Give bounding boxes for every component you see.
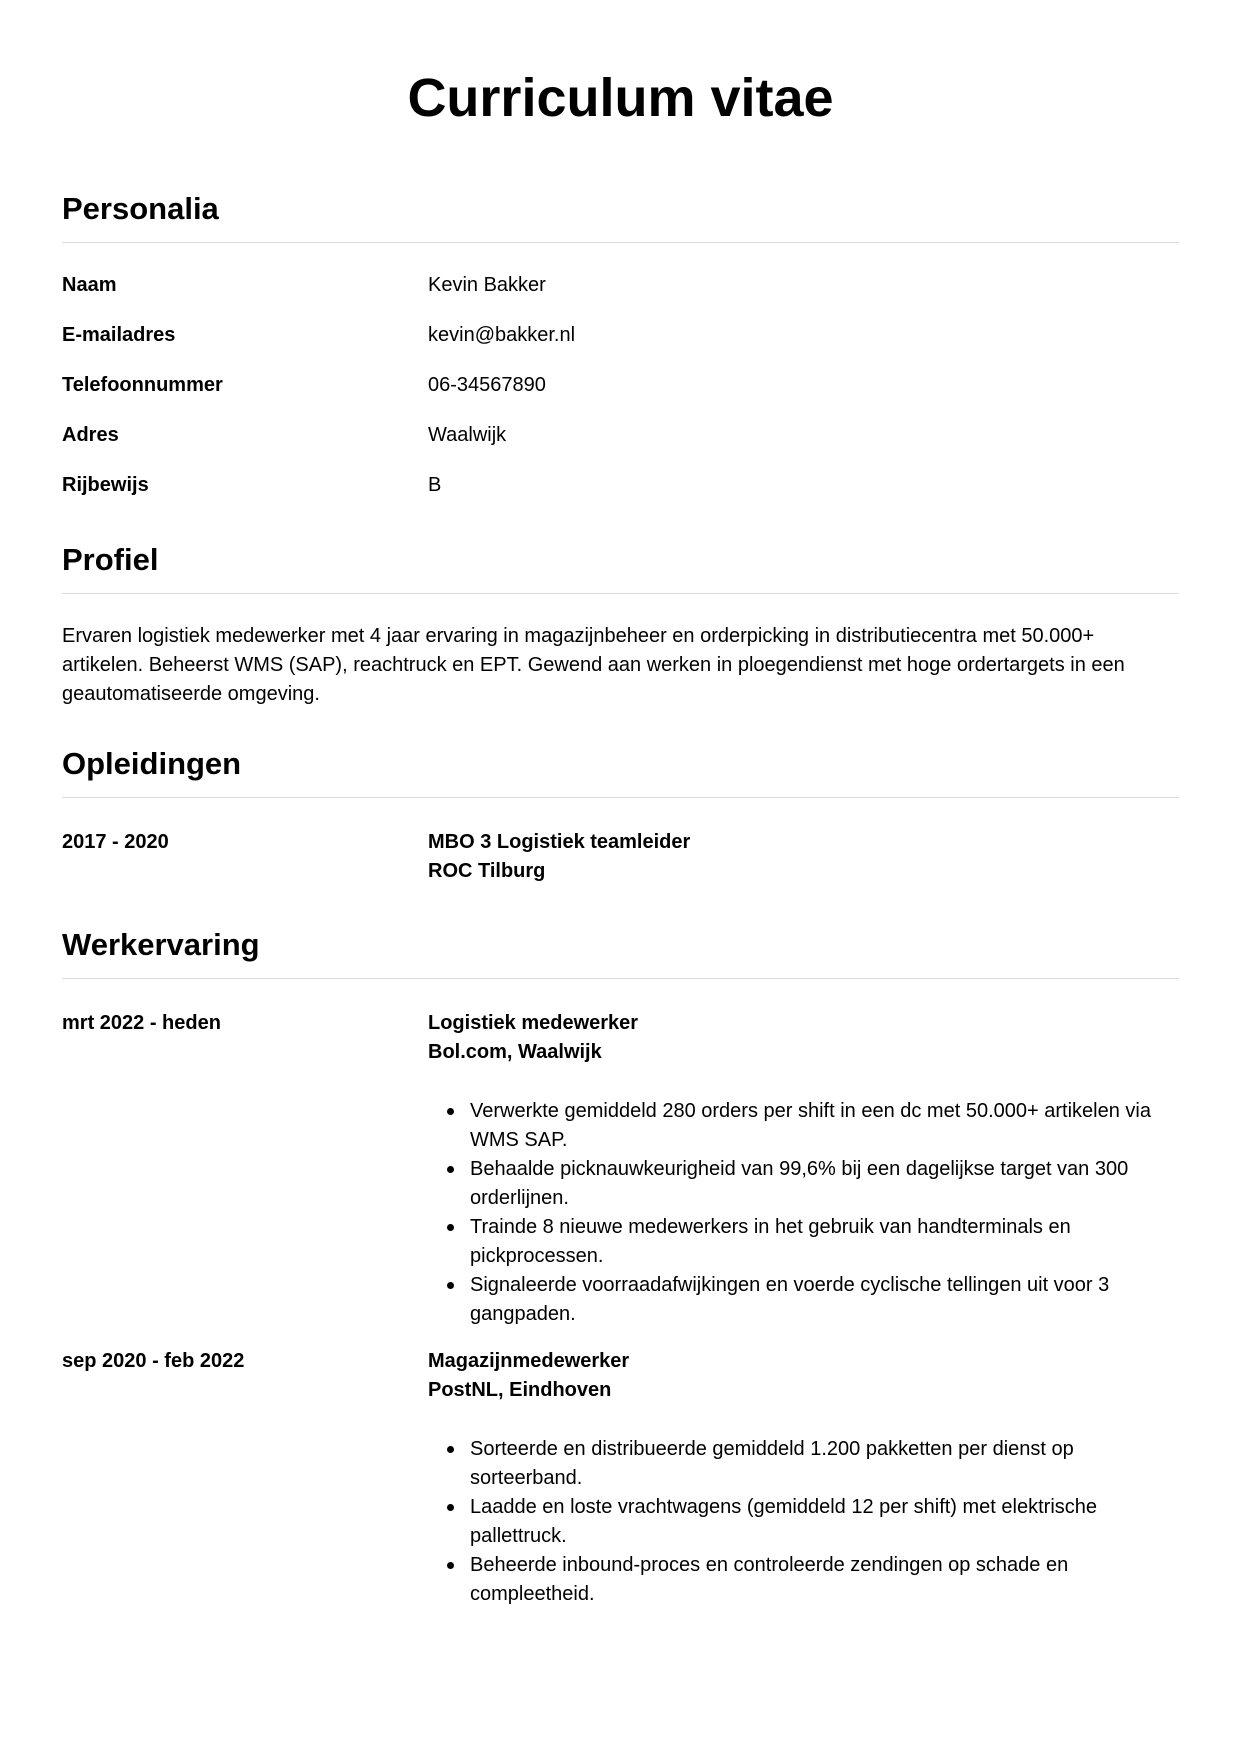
work-employer: PostNL, Eindhoven <box>428 1379 612 1401</box>
personalia-row-naam <box>62 271 1179 321</box>
section-opleidingen <box>62 743 1179 886</box>
work-title: Logistiek medewerker <box>428 1012 639 1034</box>
section-personalia <box>62 188 1179 521</box>
work-title: Magazijnmedewerker <box>428 1350 630 1372</box>
work-details <box>428 1347 1179 1609</box>
section-heading-profiel: Profiel <box>62 539 1179 594</box>
document-title: Curriculum vitae <box>407 68 834 128</box>
work-bullets <box>428 1435 1179 1609</box>
work-bullet-item: Behaalde picknauwkeurigheid van 99,6% bij een dagelijkse target van 300 orderlijnen. <box>470 1155 1179 1213</box>
personalia-label: Adres <box>62 424 119 446</box>
work-bullet-item: Beheerde inbound-proces en controleerde zendingen op schade en compleetheid. <box>470 1551 1179 1609</box>
work-employer: Bol.com, Waalwijk <box>428 1041 602 1063</box>
work-bullet-item: Verwerkte gemiddeld 280 orders per shift in een dc met 50.000+ artikelen via WMS SAP. <box>470 1097 1179 1155</box>
work-entry <box>62 1347 1179 1609</box>
personalia-list <box>62 271 1179 521</box>
section-werkervaring <box>62 924 1179 1609</box>
personalia-value: Kevin Bakker <box>428 274 546 296</box>
work-bullet-item: Trainde 8 nieuwe medewerkers in het gebruik van handterminals en pickprocessen. <box>470 1213 1179 1271</box>
education-list <box>62 828 1179 886</box>
personalia-row-telefoon <box>62 371 1179 421</box>
profile-text: Ervaren logistiek medewerker met 4 jaar ervaring in magazijnbeheer en orderpicking in distributiecentra met 50.000+ artikelen. Beheerst WMS (SAP), reachtruck en EPT. Gewend aan werken in ploegendienst met hoge ordertargets in een geautomatiseerde omgeving. <box>62 625 1125 705</box>
work-details <box>428 1009 1179 1329</box>
work-entry <box>62 1009 1179 1329</box>
personalia-label: Rijbewijs <box>62 474 149 496</box>
work-period: mrt 2022 - heden <box>62 1012 221 1034</box>
personalia-row-rijbewijs <box>62 471 1179 521</box>
personalia-label: E-mailadres <box>62 324 176 346</box>
work-bullet-item: Signaleerde voorraadafwijkingen en voerde cyclische tellingen uit voor 3 gangpaden. <box>470 1271 1179 1329</box>
section-heading-opleidingen: Opleidingen <box>62 743 1179 798</box>
personalia-value: Waalwijk <box>428 424 507 446</box>
section-heading-personalia: Personalia <box>62 188 1179 243</box>
education-entry <box>62 828 1179 886</box>
personalia-label: Telefoonnummer <box>62 374 223 396</box>
education-institution: ROC Tilburg <box>428 860 546 882</box>
personalia-row-email <box>62 321 1179 371</box>
education-details <box>428 828 1179 886</box>
personalia-value: kevin@bakker.nl <box>428 324 576 346</box>
work-bullet-item: Laadde en loste vrachtwagens (gemiddeld 12 per shift) met elektrische pallettruck. <box>470 1493 1179 1551</box>
work-list <box>62 1009 1179 1609</box>
work-period: sep 2020 - feb 2022 <box>62 1350 245 1372</box>
personalia-value: B <box>428 474 442 496</box>
section-heading-werkervaring: Werkervaring <box>62 924 1179 979</box>
education-period: 2017 - 2020 <box>62 831 169 853</box>
work-bullets <box>428 1097 1179 1329</box>
work-bullet-item: Sorteerde en distribueerde gemiddeld 1.200 pakketten per dienst op sorteerband. <box>470 1435 1179 1493</box>
personalia-label: Naam <box>62 274 117 296</box>
personalia-value: 06-34567890 <box>428 374 546 396</box>
education-title: MBO 3 Logistiek teamleider <box>428 831 691 853</box>
section-profiel <box>62 539 1179 709</box>
personalia-row-adres <box>62 421 1179 471</box>
